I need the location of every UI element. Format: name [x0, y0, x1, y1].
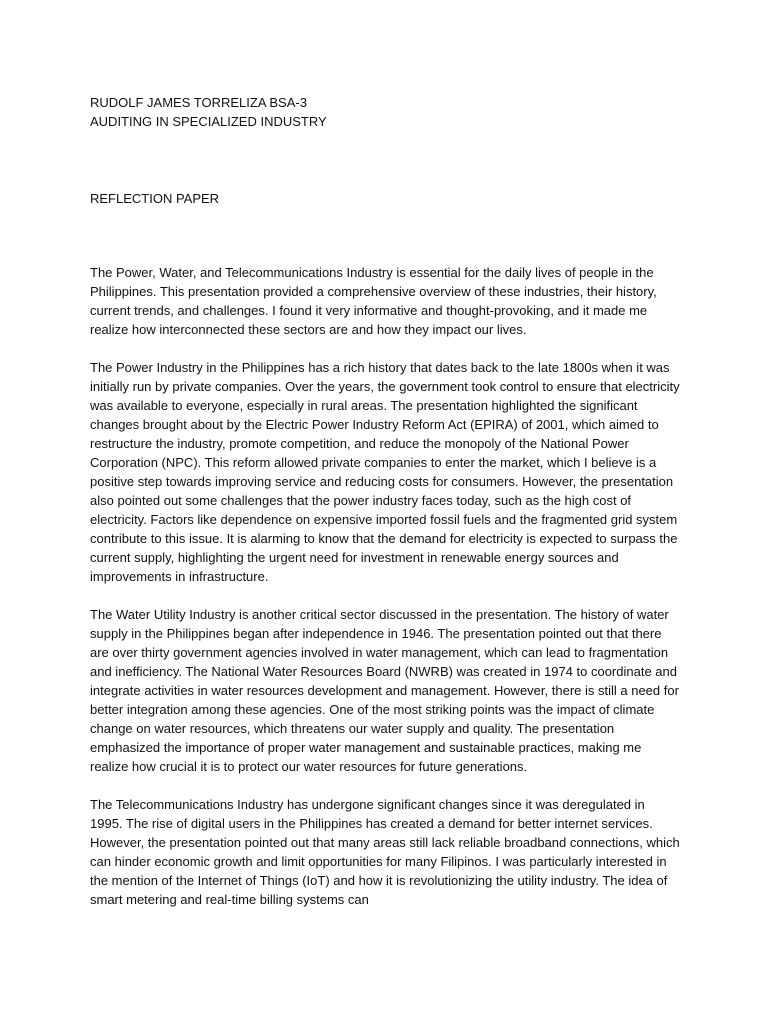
paragraph-water-industry: The Water Utility Industry is another critical sector discussed in the presentation. The history of water supply in the Philippines began after independence in 1946. The presentation pointed out that there are over thirty government agencies involved in water management, which can lead to fragmentation and inefficiency. The National Water Resources Board (NWRB) was created in 1974 to coordinate and integrate activities in water resources development and management. However, there is still a need for better integration among these agencies. One of the most striking points was the impact of climate change on water resources, which threatens our water supply and quality. The presentation emphasized the importance of proper water management and sustainable practices, making me realize how crucial it is to protect our water resources for future generations.: [90, 607, 679, 774]
document-title: REFLECTION PAPER: [90, 191, 220, 206]
author-line: RUDOLF JAMES TORRELIZA BSA-3: [90, 95, 307, 110]
body-text: [90, 263, 680, 928]
paragraph-intro: The Power, Water, and Telecommunications Industry is essential for the daily lives of people in the Philippines. This presentation provided a comprehensive overview of these industries, their history, current trends, and challenges. I found it very informative and thought-provoking, and it made me realize how interconnected these sectors are and how they impact our lives.: [90, 265, 657, 337]
course-line: AUDITING IN SPECIALIZED INDUSTRY: [90, 114, 327, 129]
paragraph-power-industry: The Power Industry in the Philippines has a rich history that dates back to the late 1800s when it was initially run by private companies. Over the years, the government took control to ensure that electricity was available to everyone, especially in rural areas. The presentation highlighted the significant changes brought about by the Electric Power Industry Reform Act (EPIRA) of 2001, which aimed to restructure the industry, promote competition, and reduce the monopoly of the National Power Corporation (NPC). This reform allowed private companies to enter the market, which I believe is a positive step towards improving service and reducing costs for consumers. However, the presentation also pointed out some challenges that the power industry faces today, such as the high cost of electricity. Factors like dependence on expensive imported fossil fuels and the fragmented grid system contribute to this issue. It is alarming to know that the demand for electricity is expected to surpass the current supply, highlighting the urgent need for investment in renewable energy sources and improvements in infrastructure.: [90, 360, 680, 584]
paragraph-telecom-industry: The Telecommunications Industry has undergone significant changes since it was deregulated in 1995. The rise of digital users in the Philippines has created a demand for better internet services. However, the presentation pointed out that many areas still lack reliable broadband connections, which can hinder economic growth and limit opportunities for many Filipinos. I was particularly interested in the mention of the Internet of Things (IoT) and how it is revolutionizing the utility industry. The idea of smart metering and real-time billing systems can: [90, 797, 680, 907]
